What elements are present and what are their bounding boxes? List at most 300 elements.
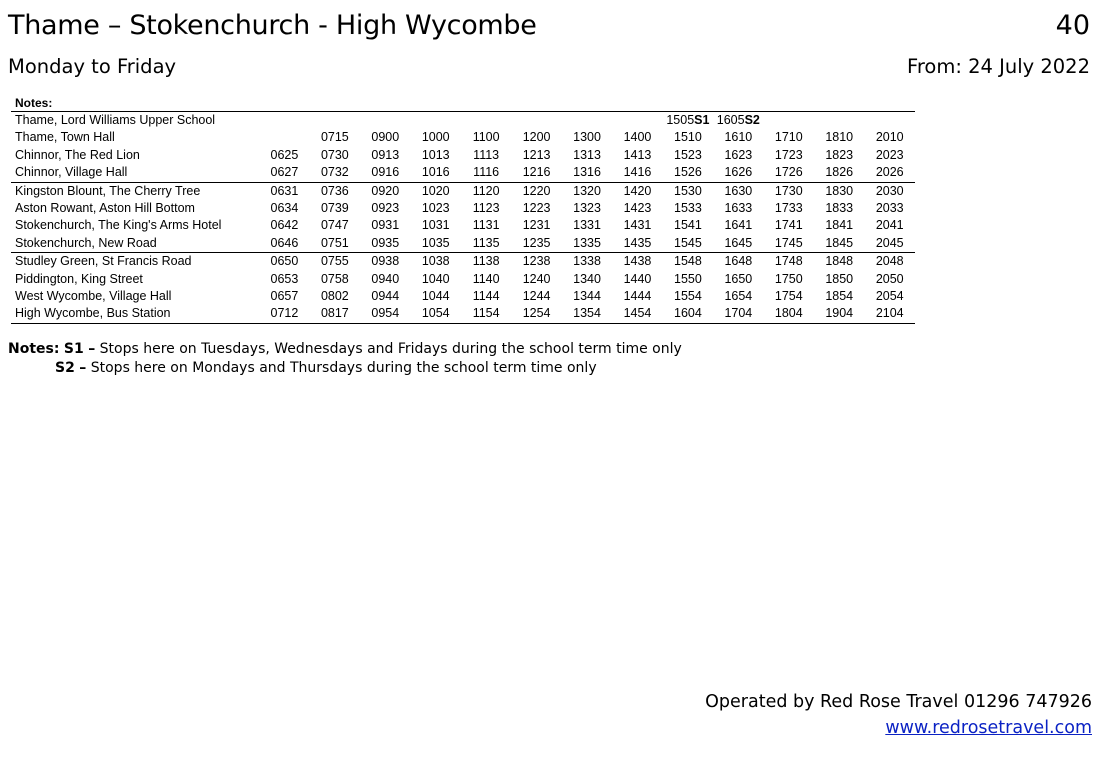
departure-time [461,112,511,130]
operating-days: Monday to Friday [8,55,177,78]
timetable-title: Thame – Stokenchurch - High Wycombe [8,10,537,41]
note-code: S1 [63,341,84,357]
departure-time [411,164,461,182]
time-value: 0944 [371,289,400,304]
table-row [11,235,915,253]
time-value: 0627 [270,165,299,180]
departure-time [713,147,763,164]
time-value: 2026 [875,165,904,180]
route-number: 40 [1055,10,1090,41]
stop-name: Studley Green, St Francis Road [11,253,259,271]
time-value: 1750 [774,271,803,286]
departure-time [259,288,309,305]
departure-time [864,253,915,271]
departure-time [411,288,461,305]
time-value: 0954 [371,306,400,321]
departure-time [411,112,461,130]
time-value: 1316 [573,165,601,180]
departure-time [713,235,763,253]
departure-time [764,164,814,182]
time-value: 1331 [573,218,601,233]
departure-time [612,200,662,217]
time-value: 1413 [623,147,652,162]
time-value: 2041 [875,218,904,233]
time-value: 1650 [724,271,753,286]
departure-time [562,129,612,146]
departure-time [562,164,612,182]
departure-time [663,305,713,323]
time-value: 1035 [421,235,450,250]
time-value: 0931 [371,218,400,233]
departure-time [663,182,713,200]
departure-time [259,200,309,217]
table-row [11,200,915,217]
table-row [11,217,915,234]
departure-time [814,112,864,130]
time-value: 1541 [674,218,702,233]
note-text: Stops here on Mondays and Thursdays during the school term time only [90,359,597,376]
departure-time [663,164,713,182]
departure-time [310,288,360,305]
departure-time [864,200,915,217]
departure-time [764,217,814,234]
departure-time [663,271,713,288]
time-value: 1533 [674,201,702,216]
time-value: 2048 [875,254,904,269]
departure-time [461,164,511,182]
time-value: 1040 [421,271,450,286]
valid-from-date: From: 24 July 2022 [907,55,1090,78]
departure-time [814,182,864,200]
time-value: 0631 [270,183,299,198]
time-value: 1523 [674,147,702,162]
time-value: 1054 [421,306,450,321]
time-value: 1144 [472,289,500,304]
departure-time [259,271,309,288]
time-value: 0923 [371,201,400,216]
departure-time [511,200,561,217]
time-value: 1545 [674,235,702,250]
time-value: 1741 [774,218,803,233]
time-value: 1420 [623,183,652,198]
table-row [11,147,915,164]
time-value: 1505 [666,113,695,127]
departure-time [259,129,309,146]
departure-time [814,288,864,305]
time-value: 1605 [716,113,745,127]
time-value: 2104 [875,306,904,321]
departure-time [411,217,461,234]
stop-name: Stokenchurch, The King's Arms Hotel [15,218,222,233]
time-value: 0940 [371,271,400,286]
time-value: 1423 [623,201,652,216]
time-value: 0732 [320,165,349,180]
departure-time [411,200,461,217]
table-row [11,305,915,323]
time-value: 1526 [674,165,702,180]
departure-time [310,182,360,200]
time-value: 1338 [573,254,601,269]
departure-time [360,305,410,323]
departure-time [511,147,561,164]
departure-time [864,217,915,234]
time-value: 0646 [270,235,299,250]
stop-name: High Wycombe, Bus Station [11,305,259,323]
departure-time [511,182,561,200]
departure-time [360,253,410,271]
time-value: 1810 [825,130,854,145]
time-value: 1116 [473,165,500,180]
departure-time [310,147,360,164]
table-row [11,129,915,146]
time-value: 1440 [623,271,652,286]
departure-time [461,129,511,146]
departure-time [663,200,713,217]
departure-time [612,147,662,164]
table-row [11,112,915,130]
time-value: 1016 [421,165,450,180]
stop-name: Piddington, King Street [15,271,143,286]
departure-time [310,271,360,288]
time-value: 1730 [774,183,803,198]
note-text: Stops here on Tuesdays, Wednesdays and Fridays during the school term time only [99,341,682,357]
time-value: 0817 [320,306,349,321]
departure-time [360,200,410,217]
stop-name: Thame, Lord Williams Upper School [15,113,216,127]
time-value: 1323 [573,201,601,216]
time-value: 2045 [875,235,904,250]
departure-time [814,200,864,217]
time-value: 1850 [825,271,854,286]
departure-time [511,217,561,234]
time-value: 0916 [371,165,400,180]
time-value: 2033 [875,201,904,216]
notes-section [8,340,682,377]
time-value: 1231 [522,218,551,233]
departure-time [713,288,763,305]
departure-time [814,217,864,234]
departure-time [764,305,814,323]
notes-column-label: Notes: [11,95,259,112]
departure-time [612,164,662,182]
notes-label: Notes: [8,341,60,357]
time-value: 2023 [875,147,904,162]
stop-name: Aston Rowant, Aston Hill Bottom [15,201,195,216]
stop-name: Kingston Blount, The Cherry Tree [11,182,259,200]
time-value: 1604 [674,306,702,321]
departure-time [663,129,713,146]
departure-time [461,288,511,305]
time-value: 1630 [724,183,753,198]
departure-time [713,305,763,323]
departure-time [562,235,612,253]
departure-time [562,253,612,271]
departure-time [864,147,915,164]
time-value: 1223 [522,201,551,216]
departure-time [562,217,612,234]
departure-time [259,305,309,323]
departure-time [764,182,814,200]
departure-time [259,164,309,182]
time-value: 1641 [724,218,753,233]
departure-time [764,288,814,305]
departure-time [259,235,309,253]
time-value: 1416 [623,165,652,180]
departure-time [764,235,814,253]
departure-time [259,253,309,271]
departure-time [713,200,763,217]
time-value: 0802 [320,289,349,304]
time-value: 1138 [472,254,500,269]
departure-time [259,147,309,164]
time-note-code: S2 [744,113,760,127]
time-value: 1904 [825,306,854,321]
departure-time [814,271,864,288]
departure-time [814,305,864,323]
time-value: 1454 [623,306,652,321]
time-value: 1550 [674,271,702,286]
stop-name: Chinnor, The Red Lion [15,147,140,162]
departure-time [511,112,561,130]
time-value: 1841 [825,218,854,233]
time-value: 0739 [320,201,349,216]
time-value: 1431 [623,218,652,233]
time-value: 1354 [573,306,601,321]
departure-time [562,271,612,288]
time-value: 1754 [774,289,803,304]
departure-time [511,253,561,271]
time-value: 1340 [573,271,601,286]
time-value: 1235 [522,235,551,250]
departure-time [562,305,612,323]
time-value: 2030 [875,183,904,198]
departure-time [612,129,662,146]
time-value: 0900 [371,130,400,145]
time-value: 0642 [270,218,299,233]
time-value: 1254 [522,306,551,321]
departure-time [562,200,612,217]
time-value: 1633 [724,201,753,216]
table-row [11,182,915,200]
departure-time [310,164,360,182]
departure-time [411,147,461,164]
departure-time [864,112,915,130]
departure-time [612,288,662,305]
departure-time [259,112,309,130]
operator-info: Operated by Red Rose Travel 01296 747926 [705,692,1092,712]
departure-time [511,271,561,288]
time-value: 0938 [371,254,400,269]
time-value: 1023 [421,201,450,216]
departure-time [461,217,511,234]
time-value: 1100 [472,130,500,145]
table-row [11,288,915,305]
departure-time [360,271,410,288]
note-dash: – [88,341,96,357]
departure-time [461,182,511,200]
stop-name: Thame, Town Hall [15,130,115,145]
time-value: 0730 [320,147,349,162]
departure-time [562,147,612,164]
time-value: 0715 [320,130,349,145]
time-value: 0935 [371,235,400,250]
time-value: 0634 [270,201,299,216]
time-value: 1113 [473,147,500,162]
time-value: 1135 [472,235,500,250]
departure-time [713,164,763,182]
departure-time [461,200,511,217]
time-value: 1510 [674,130,702,145]
departure-time [713,182,763,200]
departure-time [864,235,915,253]
departure-time [310,112,360,130]
time-value: 1826 [825,165,854,180]
time-value: 0758 [320,271,349,286]
note-code: S2 [55,359,75,376]
departure-time [511,129,561,146]
departure-time [511,235,561,253]
departure-time [864,129,915,146]
note-s1 [8,340,682,359]
departure-time [411,182,461,200]
departure-time [310,217,360,234]
time-value: 1748 [774,254,803,269]
departure-time [612,305,662,323]
time-value: 2010 [875,130,904,145]
departure-time [511,305,561,323]
departure-time [612,253,662,271]
time-value: 1823 [825,147,854,162]
departure-time [864,271,915,288]
time-value: 0625 [270,147,299,162]
departure-time [562,112,612,130]
departure-time [411,253,461,271]
time-value: 2054 [875,289,904,304]
time-value: 1238 [522,254,551,269]
departure-time [259,182,309,200]
departure-time [411,305,461,323]
departure-time [764,147,814,164]
departure-time [864,305,915,323]
departure-time [713,271,763,288]
time-value: 1704 [724,306,753,321]
departure-time [764,271,814,288]
time-value: 1733 [774,201,803,216]
time-value: 0736 [320,183,349,198]
time-value: 1020 [421,183,450,198]
time-value: 1320 [573,183,601,198]
departure-time [360,288,410,305]
time-value: 1854 [825,289,854,304]
departure-time [461,147,511,164]
departure-time [360,112,410,130]
departure-time [562,288,612,305]
departure-time [612,217,662,234]
departure-time [864,288,915,305]
time-value: 1710 [774,130,803,145]
departure-time [814,147,864,164]
departure-time [461,235,511,253]
time-value: 1154 [472,306,500,321]
time-value: 1610 [724,130,753,145]
departure-time [310,253,360,271]
departure-time [764,112,814,130]
time-value: 1244 [522,289,551,304]
departure-time [562,182,612,200]
time-value: 1723 [774,147,803,162]
time-value: 0747 [320,218,349,233]
time-value: 1623 [724,147,753,162]
note-s2 [8,359,682,378]
time-value: 0755 [320,254,349,269]
departure-time [814,164,864,182]
notes-header-row [11,95,915,112]
time-value: 1438 [623,254,652,269]
departure-time [663,112,713,130]
stop-name: West Wycombe, Village Hall [15,289,172,304]
departure-time [764,129,814,146]
departure-time [461,305,511,323]
time-value: 1140 [472,271,500,286]
departure-time [612,112,662,130]
time-value: 1554 [674,289,702,304]
departure-time [663,235,713,253]
departure-time [864,182,915,200]
departure-time [310,129,360,146]
time-value: 1845 [825,235,854,250]
time-value: 1648 [724,254,753,269]
departure-time [360,182,410,200]
departure-time [461,253,511,271]
time-value: 2050 [875,271,904,286]
time-value: 0657 [270,289,299,304]
departure-time [713,112,763,130]
time-value: 1444 [623,289,652,304]
table-row [11,271,915,288]
time-value: 1131 [472,218,500,233]
time-value: 1344 [573,289,601,304]
departure-time [360,217,410,234]
departure-time [360,164,410,182]
time-value: 1123 [472,201,500,216]
time-value: 1300 [573,130,601,145]
website-link[interactable]: www.redrosetravel.com [885,718,1092,738]
stop-name: Chinnor, Village Hall [15,165,128,180]
time-value: 1216 [522,165,551,180]
departure-time [612,271,662,288]
time-value: 1645 [724,235,753,250]
time-value: 1044 [421,289,450,304]
departure-time [411,129,461,146]
departure-time [713,253,763,271]
time-value: 0751 [320,235,349,250]
time-value: 1200 [522,130,551,145]
time-value: 0920 [371,183,400,198]
table-row [11,253,915,271]
departure-time [663,288,713,305]
time-value: 1626 [724,165,753,180]
departure-time [310,235,360,253]
departure-time [511,288,561,305]
departure-time [461,271,511,288]
time-value: 0650 [270,254,299,269]
time-value: 1654 [724,289,753,304]
time-value: 1031 [421,218,450,233]
time-value: 1120 [472,183,500,198]
time-value: 1833 [825,201,854,216]
departure-time [411,271,461,288]
timetable-grid [11,95,915,324]
